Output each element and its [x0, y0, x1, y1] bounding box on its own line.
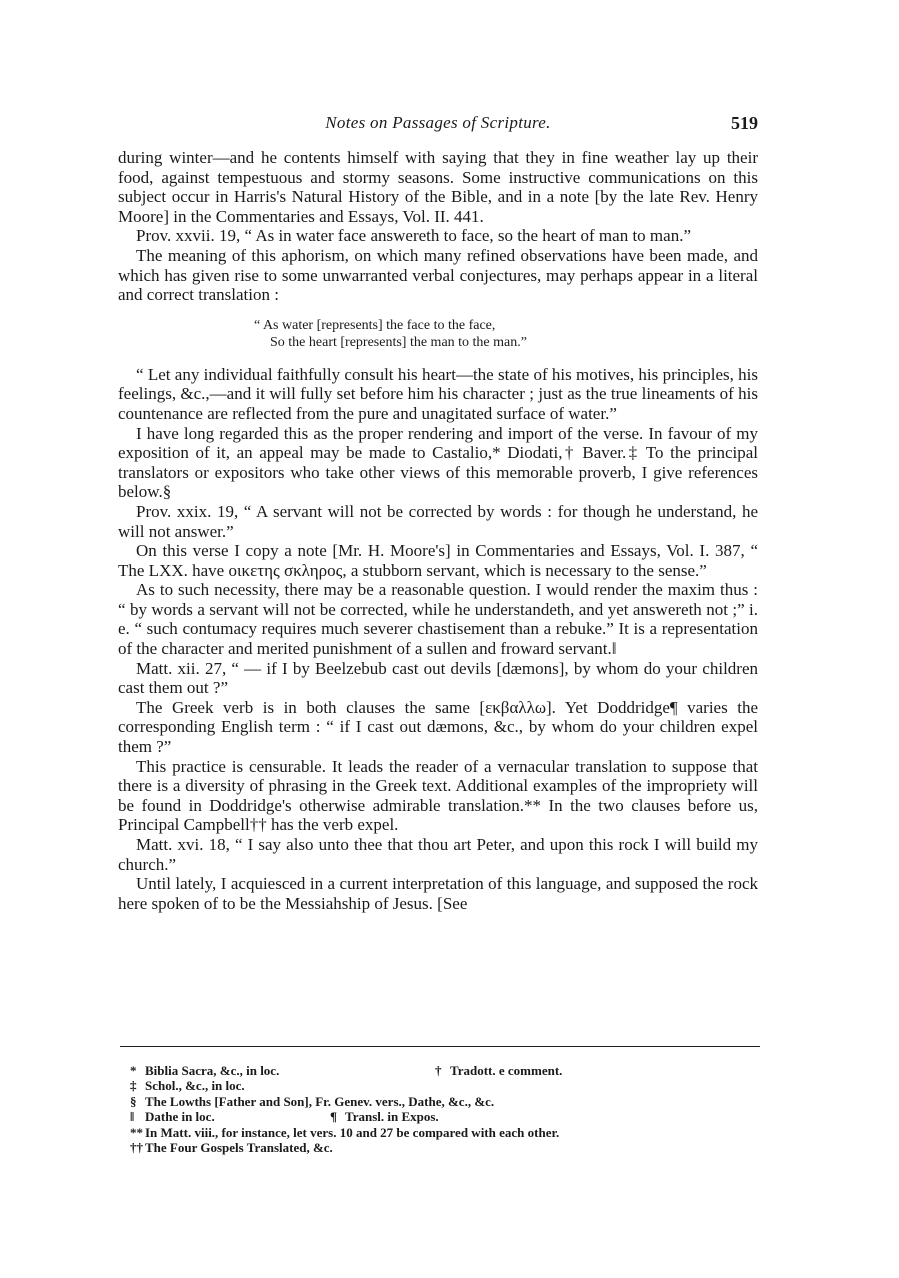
footnote [130, 1094, 494, 1109]
page-header [118, 113, 758, 137]
footnote [130, 1140, 333, 1155]
footnote-text: Biblia Sacra, &c., in loc. [145, 1063, 280, 1078]
paragraph: On this verse I copy a note [Mr. H. Moore's] in Commentaries and Essays, Vol. I. 387, “ The LXX. have οικετης σκληρος, a stubborn servant, which is necessary to the sense.” [118, 541, 758, 580]
paragraph: Prov. xxix. 19, “ A servant will not be corrected by words : for though he understand, he will not answer.” [118, 501, 758, 541]
paragraph: “ Let any individual faithfully consult his heart—the state of his motives, his principles, his feelings, &c.,—and it will fully set before him his character ; just as the true lineaments of his countenance are reflected from the pure and unagitated surface of water.” [118, 364, 758, 423]
footnote-row [130, 1094, 770, 1109]
quote-line: So the heart [represents] the man to the man.” [270, 334, 527, 350]
paragraph: Prov. xxvii. 19, “ As in water face answereth to face, so the heart of man to man.” [136, 226, 691, 246]
footnote-mark: ¶ [330, 1109, 338, 1125]
footnote-text: Dathe in loc. [145, 1109, 215, 1125]
footnote-mark: ‡ [130, 1078, 137, 1094]
page-number: 519 [731, 113, 758, 133]
footnote-mark: †† [130, 1140, 143, 1156]
footnote-text: Schol., &c., in loc. [145, 1078, 245, 1094]
footnote-text: The Lowths [Father and Son], Fr. Genev. vers., Dathe, &c., &c. [145, 1093, 495, 1109]
footnote [130, 1078, 245, 1093]
paragraph: Until lately, I acquiesced in a current interpretation of this language, and supposed the rock here spoken of to be the Messiahship of Jesus. [See [118, 874, 758, 913]
footnotes [130, 1063, 770, 1155]
footnote-text: In Matt. viii., for instance, let vers. 10 and 27 be compared with each other. [145, 1124, 560, 1140]
footnote-row [130, 1078, 770, 1093]
footnote-mark: ‖ [130, 1109, 135, 1125]
paragraph: Matt. xii. 27, “ — if I by Beelzebub cast out devils [dæmons], by whom do your children cast them out ?” [118, 658, 758, 698]
paragraph: As to such necessity, there may be a reasonable question. I would render the maxim thus : “ by words a servant will not be corrected, while he understandeth, and yet answereth not ;” i. e. “ such contumacy requires much severer chastisement than a rebuke.” It is a representation of the character and merited punishment of a sullen and froward servant.‖ [118, 580, 758, 659]
footnote-mark: ** [130, 1124, 143, 1140]
paragraph: The meaning of this aphorism, on which many refined observations have been made, and which has given rise to some unwarranted verbal conjectures, may perhaps appear in a literal and correct translation : [118, 245, 758, 305]
paragraph: This practice is censurable. It leads the reader of a vernacular translation to suppose that there is a diversity of phrasing in the Greek text. Additional examples of the impropriety will be found in Doddridge's otherwise admirable translation.** In the two clauses before us, Principal Campbell†† has the verb expel. [118, 756, 758, 835]
paragraph: during winter—and he contents himself with saying that they in fine weather lay up their food, against tempestuous and stormy seasons. Some instructive communications on this subject occur in Harris's Natural History of the Bible, and in a note [by the late Rev. Henry Moore] in the Commentaries and Essays, Vol. II. 441. [118, 148, 758, 226]
running-title: Notes on Passages of Scripture. [325, 113, 551, 132]
footnote [435, 1063, 562, 1078]
footnote-text: Transl. in Expos. [345, 1109, 439, 1125]
footnote [330, 1109, 439, 1124]
footnote-mark: § [130, 1093, 137, 1109]
paragraph: The Greek verb is in both clauses the same [εκβαλλω]. Yet Doddridge¶ varies the corresponding English term : “ if I cast out dæmons, &c., by whom do your children expel them ?” [118, 697, 758, 757]
quote-line: “ As water [represents] the face to the face, [254, 317, 496, 333]
footnote-row [130, 1063, 770, 1078]
footnote-text: The Four Gospels Translated, &c. [145, 1140, 333, 1156]
block-quote [118, 317, 758, 351]
paragraph: I have long regarded this as the proper rendering and import of the verse. In favour of my exposition of it, an appeal may be made to Castalio,* Diodati,† Baver.‡ To the principal translators or expositors who take other views of this memorable proverb, I give references below.§ [118, 423, 758, 502]
footnote [130, 1063, 435, 1078]
footnote-mark: † [435, 1063, 442, 1078]
footnote-row [130, 1140, 770, 1155]
footnote-row [130, 1125, 770, 1140]
main-text [118, 148, 758, 913]
footnote [130, 1125, 559, 1140]
footnote-text: Tradott. e comment. [450, 1063, 563, 1078]
footnote [130, 1109, 330, 1124]
footnote-divider [120, 1046, 760, 1047]
paragraph: Matt. xvi. 18, “ I say also unto thee that thou art Peter, and upon this rock I will build my church.” [118, 835, 758, 874]
footnote-mark: * [130, 1063, 137, 1078]
footnote-row [130, 1109, 770, 1124]
